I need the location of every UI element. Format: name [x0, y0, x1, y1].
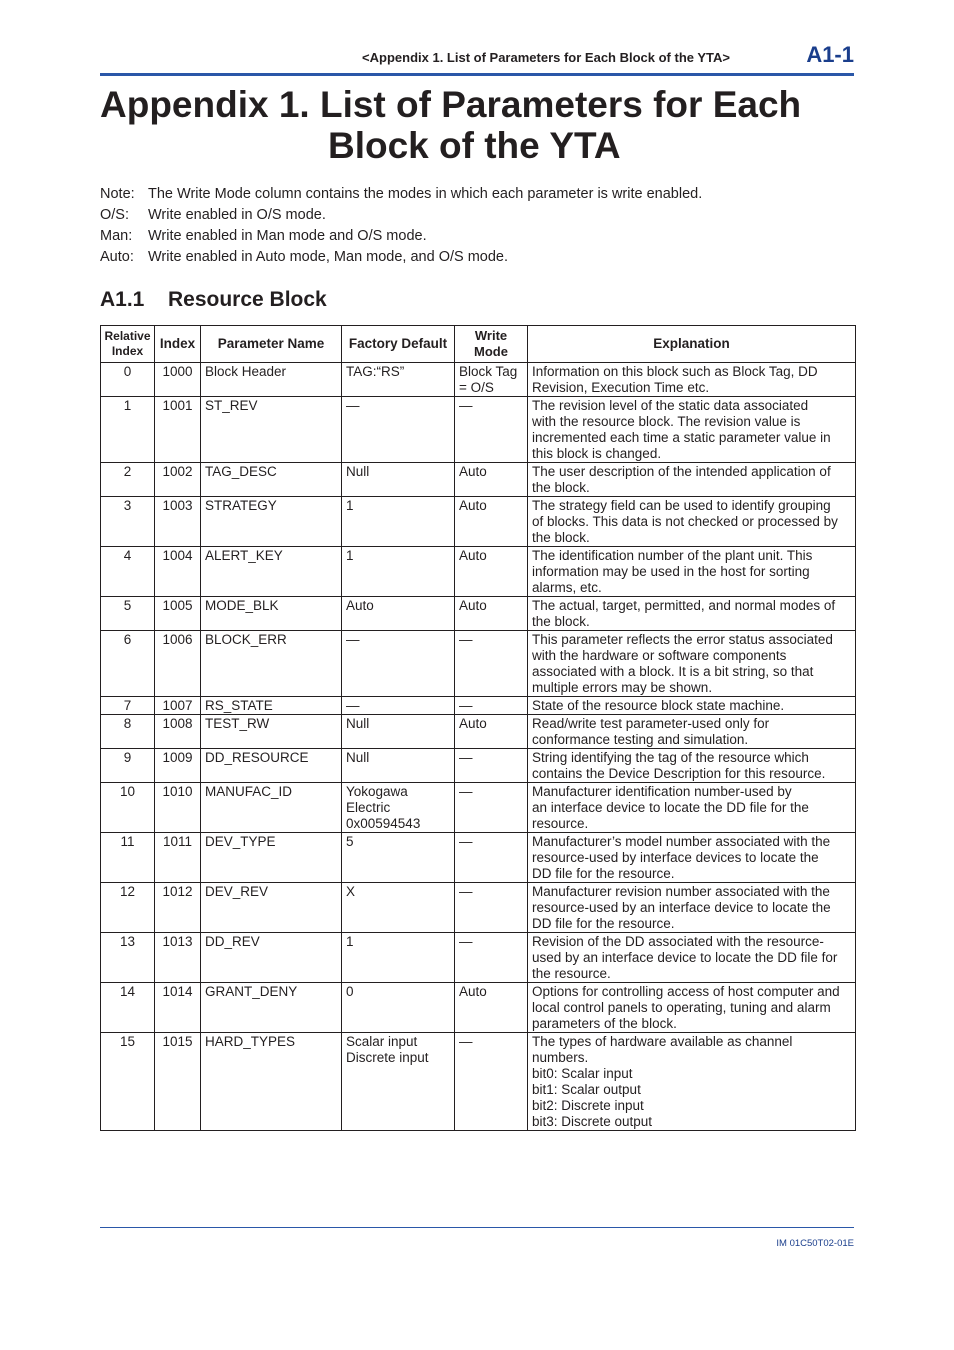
cell-parameter-name: MANUFAC_ID [201, 783, 342, 833]
cell-factory-default: TAG:“RS” [342, 363, 455, 397]
cell-parameter-name: STRATEGY [201, 497, 342, 547]
running-header-title: <Appendix 1. List of Parameters for Each Block of the YTA> [362, 50, 730, 65]
cell-explanation: Read/write test parameter-used only for conformance testing and simulation. [528, 715, 856, 749]
cell-index: 1002 [155, 463, 201, 497]
cell-index: 1010 [155, 783, 201, 833]
cell-index: 1013 [155, 933, 201, 983]
cell-write-mode: — [455, 933, 528, 983]
table-row [101, 933, 856, 983]
cell-index: 1014 [155, 983, 201, 1033]
cell-parameter-name: MODE_BLK [201, 597, 342, 631]
table-row [101, 1033, 856, 1131]
cell-relative-index: 14 [101, 983, 155, 1033]
cell-index: 1009 [155, 749, 201, 783]
col-header-factory-default: Factory Default [342, 326, 455, 363]
note-key: Man: [100, 228, 133, 244]
cell-parameter-name: BLOCK_ERR [201, 631, 342, 697]
cell-write-mode: Auto [455, 983, 528, 1033]
table-row [101, 463, 856, 497]
cell-relative-index: 15 [101, 1033, 155, 1131]
cell-write-mode: Auto [455, 547, 528, 597]
cell-explanation: The actual, target, permitted, and normal modes of the block. [528, 597, 856, 631]
table-row [101, 783, 856, 833]
cell-factory-default: — [342, 697, 455, 715]
cell-parameter-name: HARD_TYPES [201, 1033, 342, 1131]
table-row [101, 883, 856, 933]
cell-factory-default: Scalar input Discrete input [342, 1033, 455, 1131]
document-id: IM 01C50T02-01E [776, 1238, 854, 1249]
note-row [100, 247, 854, 268]
cell-parameter-name: DD_RESOURCE [201, 749, 342, 783]
col-header-relative-index: Relative Index [101, 326, 155, 363]
page-title-line2: Block of the YTA [328, 125, 621, 166]
note-text: Write enabled in O/S mode. [148, 207, 326, 223]
cell-write-mode: — [455, 749, 528, 783]
note-key: Auto: [100, 249, 134, 265]
cell-factory-default: Null [342, 463, 455, 497]
table-row [101, 715, 856, 749]
cell-factory-default: — [342, 397, 455, 463]
cell-explanation: Information on this block such as Block Tag, DD Revision, Execution Time etc. [528, 363, 856, 397]
note-text: Write enabled in Auto mode, Man mode, and O/S mode. [148, 249, 509, 265]
cell-index: 1000 [155, 363, 201, 397]
cell-index: 1007 [155, 697, 201, 715]
cell-factory-default: 1 [342, 547, 455, 597]
cell-factory-default: 5 [342, 833, 455, 883]
table-header-row [101, 326, 856, 363]
cell-parameter-name: RS_STATE [201, 697, 342, 715]
cell-parameter-name: TEST_RW [201, 715, 342, 749]
cell-relative-index: 6 [101, 631, 155, 697]
cell-factory-default: 1 [342, 933, 455, 983]
cell-write-mode: — [455, 833, 528, 883]
cell-index: 1015 [155, 1033, 201, 1131]
cell-write-mode: Auto [455, 597, 528, 631]
cell-relative-index: 10 [101, 783, 155, 833]
table-row [101, 397, 856, 463]
cell-explanation: Manufacturer identification number-used by an interface device to locate the DD file for the resource. [528, 783, 856, 833]
note-text: The Write Mode column contains the modes in which each parameter is write enabled. [148, 186, 703, 202]
cell-index: 1001 [155, 397, 201, 463]
cell-write-mode: — [455, 783, 528, 833]
cell-parameter-name: TAG_DESC [201, 463, 342, 497]
cell-factory-default: 1 [342, 497, 455, 547]
cell-relative-index: 5 [101, 597, 155, 631]
cell-index: 1011 [155, 833, 201, 883]
page-number: A1-1 [806, 42, 854, 67]
cell-explanation: The identification number of the plant unit. This information may be used in the host for sorting alarms, etc. [528, 547, 856, 597]
cell-relative-index: 13 [101, 933, 155, 983]
table-body [101, 363, 856, 1131]
cell-relative-index: 4 [101, 547, 155, 597]
table-row [101, 363, 856, 397]
cell-write-mode: — [455, 631, 528, 697]
cell-write-mode: Block Tag = O/S [455, 363, 528, 397]
cell-explanation: The revision level of the static data associated with the resource block. The revision value is incremented each time a static parameter value in this block is changed. [528, 397, 856, 463]
table-row [101, 697, 856, 715]
cell-parameter-name: DEV_REV [201, 883, 342, 933]
cell-parameter-name: ALERT_KEY [201, 547, 342, 597]
cell-write-mode: Auto [455, 463, 528, 497]
cell-explanation: Revision of the DD associated with the resource- used by an interface device to locate the DD file for the resource. [528, 933, 856, 983]
note-row [100, 205, 854, 226]
cell-parameter-name: Block Header [201, 363, 342, 397]
cell-relative-index: 0 [101, 363, 155, 397]
cell-parameter-name: DD_REV [201, 933, 342, 983]
section-title [100, 288, 327, 312]
cell-index: 1003 [155, 497, 201, 547]
cell-index: 1005 [155, 597, 201, 631]
cell-relative-index: 9 [101, 749, 155, 783]
cell-write-mode: — [455, 397, 528, 463]
col-header-index: Index [155, 326, 201, 363]
running-header [100, 42, 854, 76]
header-rule [100, 73, 854, 76]
table-row [101, 631, 856, 697]
cell-explanation: The user description of the intended application of the block. [528, 463, 856, 497]
cell-explanation: The strategy field can be used to identify grouping of blocks. This data is not checked or processed by the block. [528, 497, 856, 547]
cell-write-mode: Auto [455, 715, 528, 749]
cell-index: 1004 [155, 547, 201, 597]
cell-relative-index: 8 [101, 715, 155, 749]
cell-factory-default: Null [342, 749, 455, 783]
page-title-line1: Appendix 1. List of Parameters for Each [100, 84, 802, 125]
table-row [101, 597, 856, 631]
col-header-parameter-name: Parameter Name [201, 326, 342, 363]
cell-write-mode: Auto [455, 497, 528, 547]
parameter-table [100, 325, 856, 1131]
cell-factory-default: Null [342, 715, 455, 749]
cell-factory-default: 0 [342, 983, 455, 1033]
write-mode-notes [100, 184, 854, 268]
cell-explanation: String identifying the tag of the resource which contains the Device Description for this resource. [528, 749, 856, 783]
cell-relative-index: 7 [101, 697, 155, 715]
cell-relative-index: 1 [101, 397, 155, 463]
col-header-write-mode: Write Mode [455, 326, 528, 363]
cell-parameter-name: DEV_TYPE [201, 833, 342, 883]
cell-write-mode: — [455, 697, 528, 715]
cell-index: 1006 [155, 631, 201, 697]
col-header-explanation: Explanation [528, 326, 856, 363]
note-key: Note: [100, 186, 135, 202]
cell-explanation: Manufacturer’s model number associated with the resource-used by interface devices to locate the DD file for the resource. [528, 833, 856, 883]
cell-explanation: This parameter reflects the error status associated with the hardware or software components associated with a block. It is a bit string, so that multiple errors may be shown. [528, 631, 856, 697]
table-row [101, 833, 856, 883]
footer-rule [100, 1227, 854, 1228]
cell-relative-index: 12 [101, 883, 155, 933]
cell-index: 1008 [155, 715, 201, 749]
cell-relative-index: 3 [101, 497, 155, 547]
note-text: Write enabled in Man mode and O/S mode. [148, 228, 427, 244]
cell-index: 1012 [155, 883, 201, 933]
cell-explanation: Options for controlling access of host computer and local control panels to operating, tuning and alarm parameters of the block. [528, 983, 856, 1033]
cell-write-mode: — [455, 1033, 528, 1131]
table-row [101, 497, 856, 547]
table-row [101, 547, 856, 597]
note-row [100, 226, 854, 247]
table-row [101, 749, 856, 783]
cell-factory-default: Auto [342, 597, 455, 631]
cell-explanation: Manufacturer revision number associated with the resource-used by an interface device to locate the DD file for the resource. [528, 883, 856, 933]
cell-parameter-name: GRANT_DENY [201, 983, 342, 1033]
cell-explanation: The types of hardware available as channel numbers. bit0: Scalar input bit1: Scalar output bit2: Discrete input bit3: Discrete output [528, 1033, 856, 1131]
note-key: O/S: [100, 207, 130, 223]
cell-write-mode: — [455, 883, 528, 933]
cell-parameter-name: ST_REV [201, 397, 342, 463]
cell-relative-index: 2 [101, 463, 155, 497]
cell-factory-default: — [342, 631, 455, 697]
cell-relative-index: 11 [101, 833, 155, 883]
cell-explanation: State of the resource block state machine. [528, 697, 856, 715]
table-row [101, 983, 856, 1033]
cell-factory-default: Yokogawa Electric 0x00594543 [342, 783, 455, 833]
page-title [100, 84, 854, 166]
note-row [100, 184, 854, 205]
cell-factory-default: X [342, 883, 455, 933]
section-number: A1.1 [100, 288, 145, 311]
section-name: Resource Block [168, 288, 327, 311]
